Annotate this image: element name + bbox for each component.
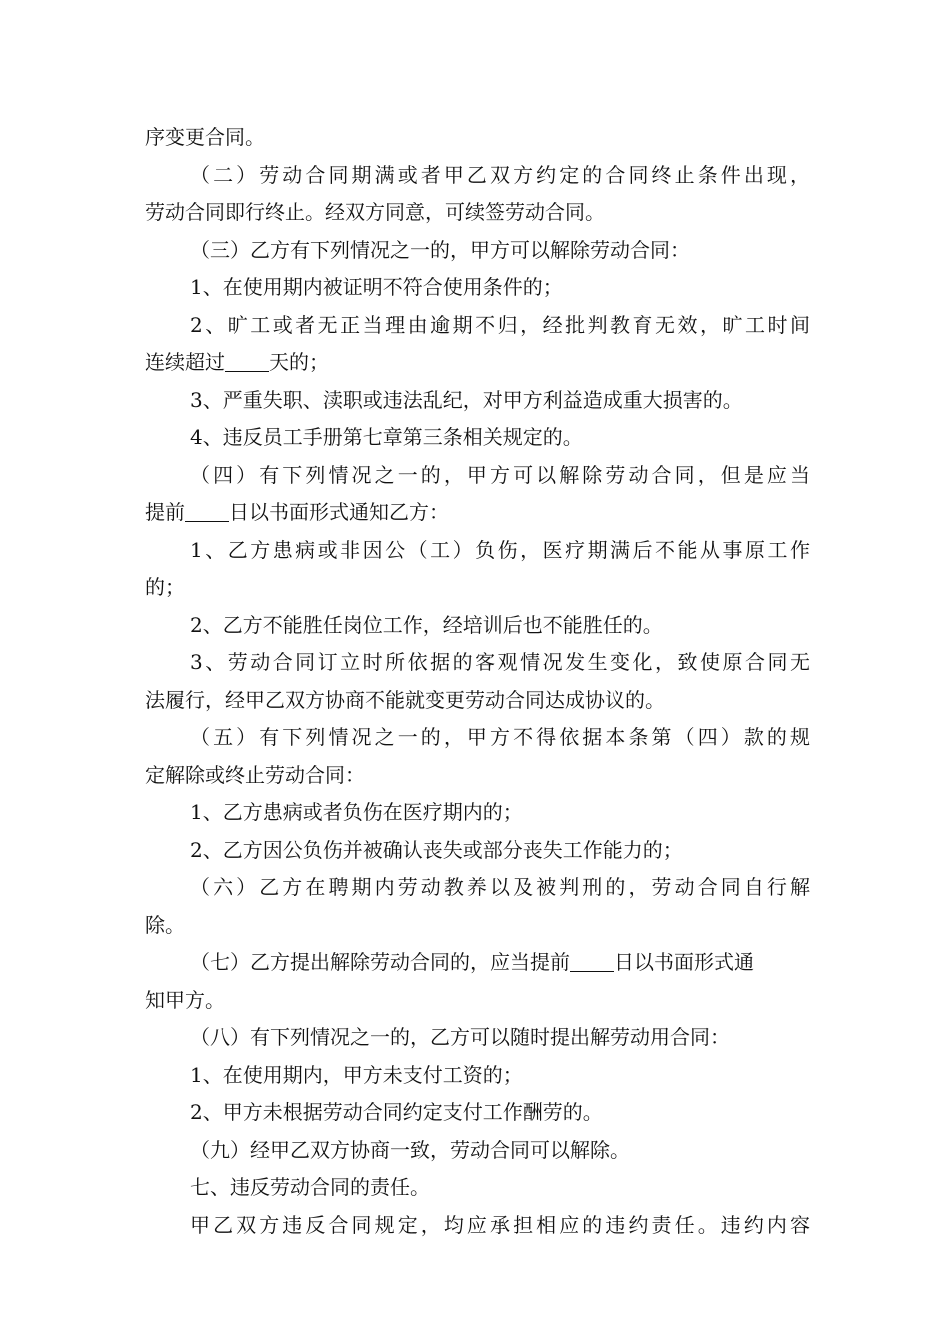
text-fragment: 连续超过	[145, 350, 225, 374]
text-fragment: 天的；	[269, 350, 329, 374]
text-line: 七、违反劳动合同的责任。	[190, 1175, 430, 1199]
text-line: （二）劳动合同期满或者甲乙双方约定的合同终止条件出现，	[190, 162, 810, 187]
text-line: （九）经甲乙双方协商一致，劳动合同可以解除。	[190, 1137, 630, 1162]
text-fragment: 日以书面形式通知乙方：	[229, 500, 449, 524]
text-line: 1、在使用期内被证明不符合使用条件的；	[190, 275, 563, 299]
text-line	[145, 944, 810, 982]
text-line	[145, 494, 810, 532]
text-fragment: 日以书面形式通	[614, 950, 754, 974]
text-line: 1、在使用期内，甲方未支付工资的；	[190, 1062, 523, 1087]
document-body	[145, 119, 810, 1244]
text-line: 序变更合同。	[145, 125, 265, 149]
text-line: 2、甲方未根据劳动合同约定支付工作酬劳的。	[190, 1100, 603, 1124]
text-line: 2、乙方不能胜任岗位工作，经培训后也不能胜任的。	[190, 612, 663, 637]
text-line: （八）有下列情况之一的，乙方可以随时提出解劳动用合同：	[190, 1025, 730, 1049]
text-line: （三）乙方有下列情况之一的，甲方可以解除劳动合同：	[190, 237, 690, 262]
fill-in-blank	[185, 501, 229, 522]
text-line: 3、劳动合同订立时所依据的客观情况发生变化，致使原合同无	[190, 650, 810, 674]
text-line: 1、乙方患病或者负伤在医疗期内的；	[190, 800, 523, 824]
text-line: （六）乙方在聘期内劳动教养以及被判刑的，劳动合同自行解	[190, 875, 810, 899]
text-line: （四）有下列情况之一的，甲方可以解除劳动合同，但是应当	[190, 462, 810, 487]
text-line: 除。	[145, 912, 185, 937]
text-line: 劳动合同即行终止。经双方同意，可续签劳动合同。	[145, 200, 605, 224]
text-line: 甲乙双方违反合同规定，均应承担相应的违约责任。违约内容	[190, 1212, 810, 1237]
text-line: 1、乙方患病或非因公（工）负伤，医疗期满后不能从事原工作	[190, 537, 810, 562]
text-line: 4、违反员工手册第七章第三条相关规定的。	[190, 425, 583, 449]
text-line: 2、乙方因公负伤并被确认丧失或部分丧失工作能力的；	[190, 837, 683, 862]
fill-in-blank	[570, 951, 614, 972]
text-line: 的；	[145, 575, 185, 599]
text-line: 2、旷工或者无正当理由逾期不归，经批判教育无效，旷工时间	[190, 312, 810, 337]
fill-in-blank	[225, 351, 269, 372]
text-fragment: 提前	[145, 500, 185, 524]
text-line: （五）有下列情况之一的，甲方不得依据本条第（四）款的规	[190, 725, 810, 749]
text-line	[145, 344, 810, 382]
text-fragment: （七）乙方提出解除劳动合同的，应当提前	[190, 950, 570, 974]
text-line: 知甲方。	[145, 987, 225, 1012]
text-line: 法履行，经甲乙双方协商不能就变更劳动合同达成协议的。	[145, 687, 665, 712]
text-line: 3、严重失职、渎职或违法乱纪，对甲方利益造成重大损害的。	[190, 387, 743, 412]
text-line: 定解除或终止劳动合同：	[145, 762, 365, 787]
